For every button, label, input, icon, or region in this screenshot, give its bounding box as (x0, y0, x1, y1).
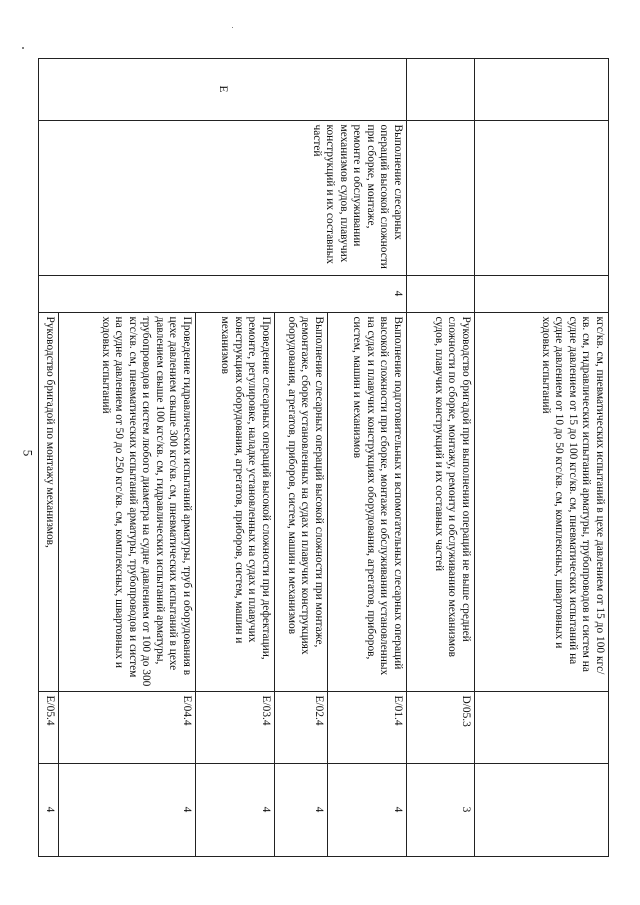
function-sublevel-cell: 4 (196, 763, 275, 856)
group-code-cont-cell (475, 58, 609, 120)
group-name-cont-cell (475, 120, 609, 275)
function-code-cell: E/05.4 (39, 691, 59, 763)
table-holder (44, 58, 609, 856)
function-code-cell (475, 691, 609, 763)
table-row (407, 58, 475, 856)
group-code-cell: E (39, 58, 407, 120)
scan-speck (22, 47, 24, 49)
scan-speck (232, 27, 233, 28)
function-code-cell: D/05.3 (407, 691, 475, 763)
function-sublevel-cell: 4 (275, 763, 328, 856)
group-name-cont-cell (407, 120, 475, 275)
function-code-cell: E/04.4 (59, 691, 196, 763)
function-code-cell: E/03.4 (196, 691, 275, 763)
function-name-cell: Выполнение подготовительных и вспомогательных слесарных операций высокой сложности при сборке, монтаже и обслуживании установленных на судах и плавучих конструкциях оборудования, агрегатов, приборов, систем, машин и механизмов (328, 312, 407, 691)
group-name-cell: Выполнение слесарных операций высокой сложности при сборке, монтаже, ремонте и обслуживании механизмов судов, плавучих конструкций и их составных частей (39, 120, 407, 275)
table-row (328, 58, 407, 856)
function-code-cell: E/02.4 (275, 691, 328, 763)
function-name-cell: кгс/кв. см, пневматических испытаний в цехе давлением от 15 до 100 кгс/кв. см, гидравлических испытаний арматуры, трубопроводов и систем на судне давлением от 15 до 100 кгс/кв. см, пневматических испытаний на судне давлением от 10 до 50 кгс/кв. см, комплексных, швартовных и ходовых испытаний (475, 312, 609, 691)
function-sublevel-cell (475, 763, 609, 856)
function-name-cell: Руководство бригадой по монтажу механизмов, (39, 312, 59, 691)
group-code-cont-cell (407, 58, 475, 120)
functions-table (38, 58, 609, 857)
table-row (475, 58, 609, 856)
group-level-cont-cell (407, 275, 475, 312)
function-name-cell: Проведение слесарных операций высокой сложности при дефектации, ремонте, регулировке, наладке установленных на судах и плавучих конструкциях оборудования, агрегатов, приборов, систем, машин и механизмов (196, 312, 275, 691)
page-number: 5 (20, 449, 36, 457)
function-sublevel-cell: 3 (407, 763, 475, 856)
function-sublevel-cell: 4 (39, 763, 59, 856)
function-sublevel-cell: 4 (59, 763, 196, 856)
function-sublevel-cell: 4 (328, 763, 407, 856)
group-level-cont-cell (475, 275, 609, 312)
function-code-cell: E/01.4 (328, 691, 407, 763)
function-name-cell: Проведение гидравлических испытаний арматуры, труб и оборудования в цехе давлением свыше 300 кгс/кв. см, пневматических испытаний в цехе давлением свыше 100 кгс/кв. см, гидравлических испытаний арматуры, трубопроводов и систем любого диаметра на судне давлением от 100 до 300 кгс/кв. см, пневматических испытаний арматуры, трубопроводов и систем на судне давлением от 50 до 250 кгс/кв. см, комплексных, швартовных и ходовых испытаний (59, 312, 196, 691)
function-name-cell: Руководство бригадой при выполнении операций не выше средней сложности по сборке, монтажу, ремонту и обслуживанию механизмов судов, плавучих конструкций и их составных частей (407, 312, 475, 691)
function-name-cell: Выполнение слесарных операций высокой сложности при монтаже, демонтаже, сборке установленных на судах и плавучих конструкциях оборудования, агрегатов, приборов, систем, машин и механизмов (275, 312, 328, 691)
rotated-table-frame (44, 58, 609, 856)
group-level-cell: 4 (39, 275, 407, 312)
